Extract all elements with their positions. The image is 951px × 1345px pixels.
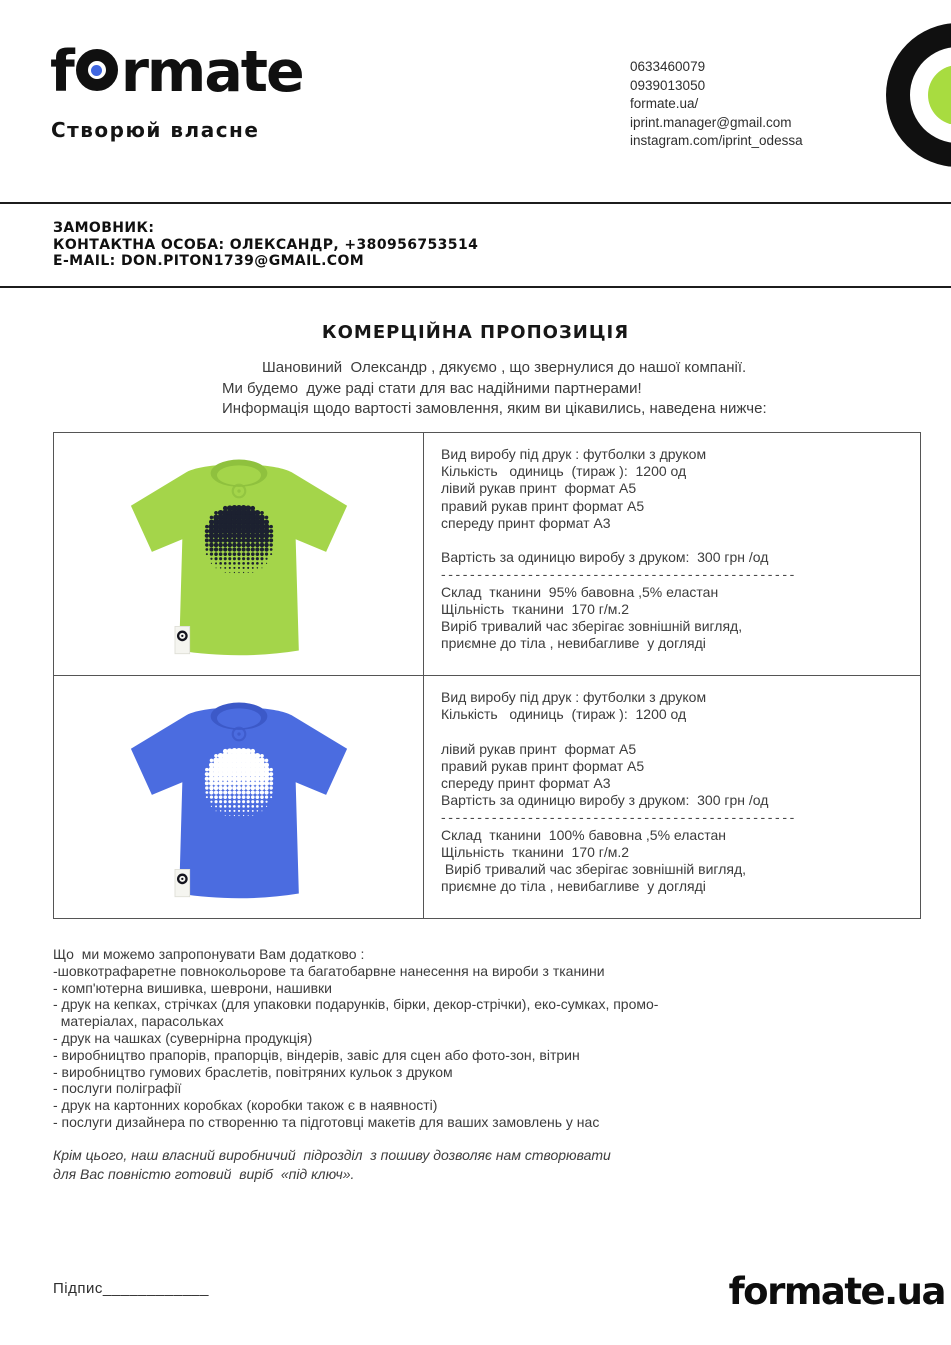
spec-line: Склад тканини 95% бавовна ,5% еластан: [441, 583, 719, 600]
signature-line: Підпис____________: [53, 1280, 209, 1297]
service-item: - виробництво прапорів, прапорців, віндерів, завіс для сцен або фото-зон, вітрин: [53, 1046, 580, 1063]
closing-note: [53, 1146, 611, 1184]
spec-line: Вид виробу під друк : футболки з друком: [441, 689, 707, 705]
spec-line: Виріб тривалий час зберігає зовнішній вигляд,: [441, 860, 747, 877]
spec-line: [441, 723, 912, 740]
blue-tshirt-image: [113, 691, 365, 903]
phone-number-1: 0633460079: [630, 59, 706, 74]
spec-line: лівий рукав принт формат А5: [441, 480, 637, 497]
customer-contact-person: КОНТАКТНА ОСОБА: ОЛЕКСАНДР, +380956753514: [53, 236, 479, 253]
service-item: - виробництво гумових браслетів, повітряних кульок з друком: [53, 1063, 453, 1080]
spec-dashed-separator: -------------------------------------------------: [441, 566, 797, 583]
logo-text-rmate: rmate: [120, 39, 303, 105]
intro-line: Шановиний Олександр , дякуємо , що звернулися до нашої компанії.: [262, 359, 747, 376]
page-title: КОМЕРЦІЙНА ПРОПОЗИЦІЯ: [321, 322, 630, 343]
intro-paragraph: [222, 358, 767, 420]
offer-table: [53, 432, 921, 919]
table-row-green-shirt: [54, 433, 920, 675]
spec-line: спереду принт формат А3: [441, 514, 611, 531]
customer-email: E-MAIL: DON.PITON1739@GMAIL.COM: [53, 253, 365, 269]
additional-services: [53, 946, 658, 1131]
closing-line: для Вас повністю готовий виріб «під ключ».: [53, 1166, 355, 1182]
spec-line-price: Вартість за одиницю виробу з друком: 300 грн /од: [441, 792, 769, 809]
customer-block: [53, 220, 478, 270]
email-link[interactable]: iprint.manager@gmail.com: [630, 114, 792, 130]
logo-o-target-icon: [76, 49, 118, 91]
phone-number-2: 0939013050: [630, 77, 706, 93]
spec-line: [441, 532, 912, 549]
product-spec-cell: [424, 433, 920, 675]
spec-line: Вид виробу під друк : футболки з друком: [441, 446, 707, 462]
service-item: - комп'ютерна вишивка, шеврони, нашивки: [53, 979, 332, 996]
intro-line: Ми будемо дуже раді стати для вас надійними партнерами!: [222, 379, 642, 397]
spec-line: правий рукав принт формат А5: [441, 757, 645, 774]
service-item: -шовкотрафаретне повнокольорове та багатобарвне нанесення на вироби з тканини: [53, 962, 605, 979]
spec-line: Склад тканини 100% бавовна ,5% еластан: [441, 826, 726, 843]
table-row-blue-shirt: [54, 675, 920, 918]
brand-tagline: Створюй власне: [51, 118, 260, 142]
corner-target-logo-icon: [886, 23, 951, 167]
product-image-cell: [54, 433, 424, 675]
spec-line: лівий рукав принт формат А5: [441, 740, 637, 757]
divider-top: [0, 202, 951, 204]
service-item: - послуги поліграфії: [53, 1080, 182, 1097]
service-item: - друк на чашках (сувернірна продукція): [53, 1029, 313, 1046]
formate-logo: [50, 39, 303, 105]
services-heading: Що ми можемо запропонувати Вам додатково :: [53, 946, 365, 962]
spec-line: приємне до тіла , невибагливе у догляді: [441, 878, 706, 895]
spec-line: Виріб тривалий час зберігає зовнішній вигляд,: [441, 617, 743, 634]
spec-line: Кількість одиниць (тираж ): 1200 од: [441, 706, 687, 723]
instagram-link[interactable]: instagram.com/iprint_odessa: [630, 133, 803, 148]
spec-dashed-separator: -------------------------------------------------: [441, 809, 797, 826]
spec-line: Кількість одиниць (тираж ): 1200 од: [441, 463, 687, 480]
spec-line: Щільність тканини 170 г/м.2: [441, 600, 630, 617]
logo-text-f: f: [50, 39, 73, 105]
contact-block: [630, 58, 803, 151]
service-item: матеріалах, парасольках: [53, 1013, 224, 1030]
service-item: - друк на картонних коробках (коробки також є в наявності): [53, 1097, 438, 1114]
closing-line: Крім цього, наш власний виробничий підрозділ з пошиву дозволяє нам створювати: [53, 1147, 611, 1163]
spec-line: спереду принт формат А3: [441, 774, 611, 791]
service-item: - друк на кепках, стрічках (для упаковки подарунків, бірки, декор-стрічки), еко-сумках, промо-: [53, 996, 659, 1013]
customer-label: ЗАМОВНИК:: [53, 220, 155, 236]
green-tshirt-image: [113, 448, 365, 660]
corner-logo-green-dot: [928, 65, 951, 125]
footer-brand-logo: formate.ua: [728, 1270, 945, 1313]
spec-line: Щільність тканини 170 г/м.2: [441, 843, 630, 860]
intro-line: Информація щодо вартості замовлення, яким ви цікавились, наведена нижче:: [222, 400, 767, 417]
product-image-cell: [54, 676, 424, 918]
logo-blue-dot-icon: [91, 65, 102, 76]
spec-line-price: Вартість за одиницю виробу з друком: 300 грн /од: [441, 549, 769, 566]
website-link[interactable]: formate.ua/: [630, 96, 699, 111]
corner-logo-white-ring: [910, 47, 951, 143]
product-spec-cell: [424, 676, 920, 918]
spec-line: приємне до тіла , невибагливе у догляді: [441, 635, 706, 652]
service-item: - послуги дизайнера по створенню та підготовці макетів для ваших замовлень у нас: [53, 1113, 600, 1130]
spec-line: правий рукав принт формат А5: [441, 497, 645, 514]
divider-customer: [0, 286, 951, 288]
